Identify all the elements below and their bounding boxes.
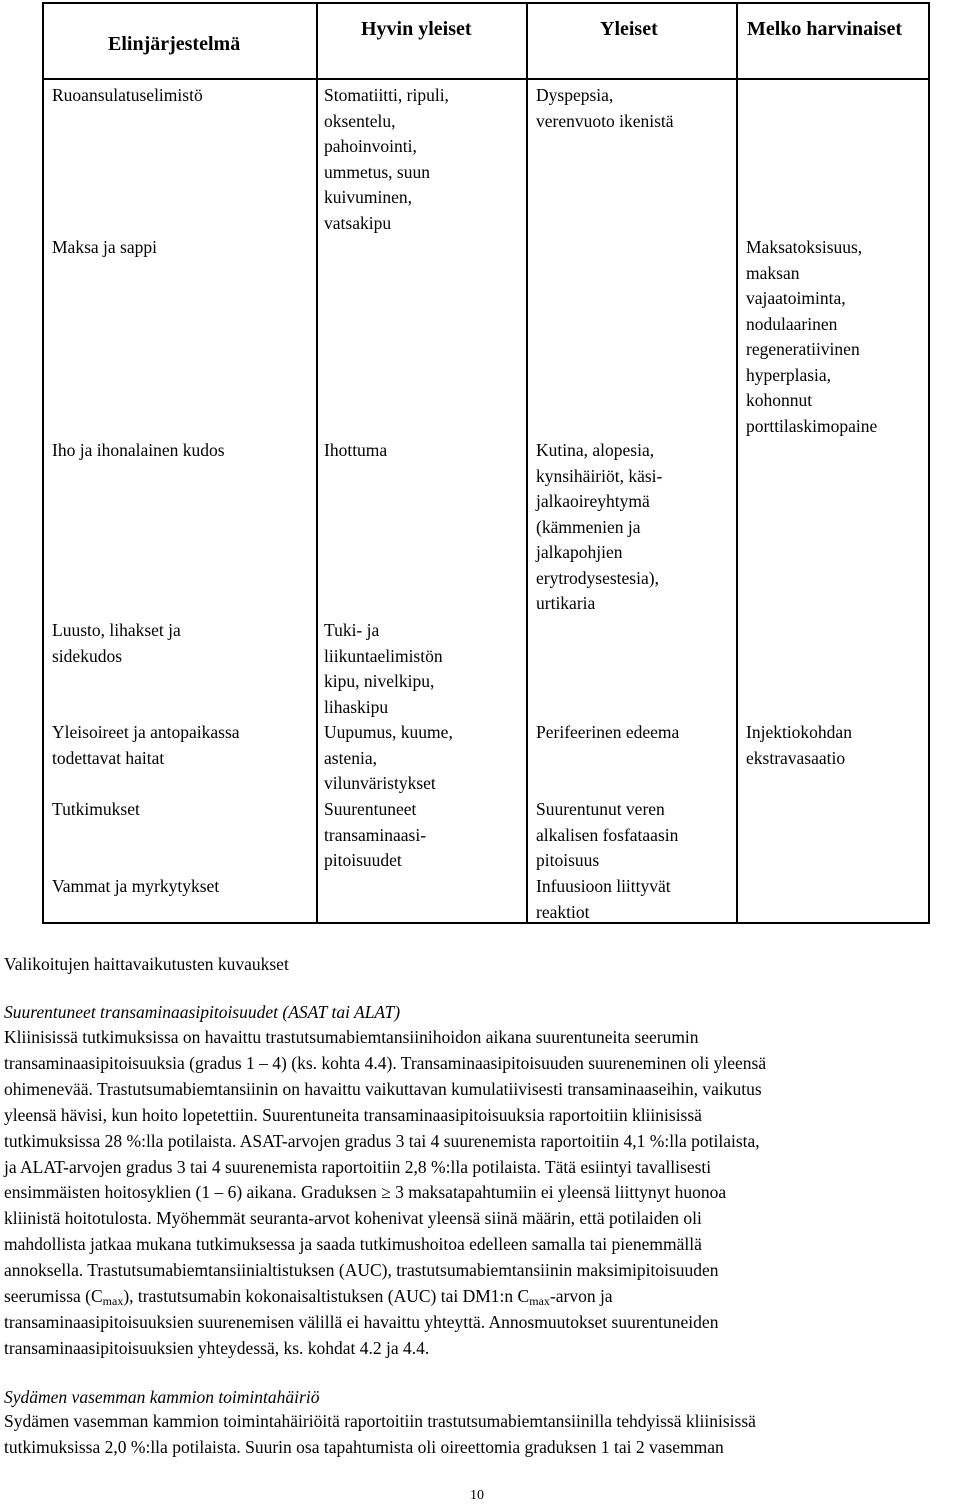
paragraph bbox=[4, 1409, 960, 1461]
table-cell-very-common: Tuki- ja liikuntaelimistön kipu, nivelkipu, lihaskipu bbox=[324, 620, 443, 717]
page-number: 10 bbox=[470, 1488, 484, 1503]
paragraph-line: mahdollista jatkaa mukana tutkimuksessa ja saada tutkimushoitoa edelleen samalla tai pienemmällä bbox=[4, 1234, 702, 1255]
subsection-title: Suurentuneet transaminaasipitoisuudet (ASAT tai ALAT) bbox=[4, 1002, 401, 1022]
table-cell-organ: Tutkimukset bbox=[52, 799, 140, 819]
paragraph-line: tutkimuksissa 2,0 %:lla potilaista. Suurin osa tapahtumista oli oireettomia graduksen 1 tai 2 vasemman bbox=[4, 1436, 724, 1457]
table-cell-common: Suurentunut veren alkalisen fosfataasin pitoisuus bbox=[536, 799, 679, 870]
text-run: ), trastutsumabin kokonaisaltistuksen (AUC) tai DM1:n C bbox=[123, 1286, 530, 1307]
table-border-right bbox=[928, 2, 930, 924]
table-cell-common: Kutina, alopesia, kynsihäiriöt, käsi- jalkaoireyhtymä (kämmenien ja jalkapohjien erytrodysestesia), urtikaria bbox=[536, 440, 663, 613]
paragraph-line bbox=[4, 1284, 960, 1310]
paragraph bbox=[4, 1025, 960, 1362]
table-cell-very-common: Uupumus, kuume, astenia, vilunväristykset bbox=[324, 722, 453, 793]
table-border-top bbox=[42, 2, 930, 4]
paragraph-line: kliinistä hoitotulosta. Myöhemmät seuranta-arvot kohenivat yleensä siinä määrin, että potilaiden oli bbox=[4, 1208, 702, 1229]
subscript: max bbox=[102, 1294, 124, 1309]
table-header-cell: Yleiset bbox=[600, 18, 658, 40]
table-cell-uncommon: Maksatoksisuus, maksan vajaatoiminta, nodulaarinen regeneratiivinen hyperplasia, kohonnut porttilaskimopaine bbox=[746, 237, 878, 436]
subscript: max bbox=[529, 1294, 550, 1309]
text-run: seerumissa (C bbox=[4, 1286, 103, 1307]
paragraph-line: Sydämen vasemman kammion toimintahäiriöitä raportoitiin trastutsumabiemtansiinilla tehdyissä kliinisissä bbox=[4, 1411, 756, 1431]
subsection-title: Sydämen vasemman kammion toimintahäiriö bbox=[4, 1387, 320, 1407]
table-cell-organ: Maksa ja sappi bbox=[52, 237, 157, 257]
table-column-divider bbox=[526, 2, 528, 924]
table-cell-very-common: Suurentuneet transaminaasi- pitoisuudet bbox=[324, 799, 427, 870]
table-cell-uncommon: Injektiokohdan ekstravasaatio bbox=[746, 722, 852, 768]
table-column-divider bbox=[736, 2, 738, 924]
paragraph-line: Kliinisissä tutkimuksissa on havaittu trastutsumabiemtansiinihoidon aikana suurentuneita seerumin bbox=[4, 1027, 699, 1047]
table-header-cell: Elinjärjestelmä bbox=[108, 33, 241, 55]
table-cell-common: Infuusioon liittyvät reaktiot bbox=[536, 876, 671, 922]
paragraph-line: transaminaasipitoisuuksia (gradus 1 – 4) (ks. kohta 4.4). Transaminaasipitoisuuden suureneminen oli yleensä bbox=[4, 1052, 767, 1073]
paragraph-line: ensimmäisten hoitosyklien (1 – 6) aikana. Graduksen ≥ 3 maksatapahtumiin ei yleensä liittynyt huonoa bbox=[4, 1182, 727, 1203]
paragraph-line: yleensä hävisi, kun hoito lopetettiin. Suurentuneita transaminaasipitoisuuksia raportoitiin kliinisissä bbox=[4, 1104, 702, 1125]
section-heading: Valikoitujen haittavaikutusten kuvaukset bbox=[4, 954, 289, 974]
table-border-bottom bbox=[42, 922, 930, 924]
table-cell-organ: Vammat ja myrkytykset bbox=[52, 876, 220, 896]
table-cell-very-common: Ihottuma bbox=[324, 440, 388, 460]
table-cell-organ: Luusto, lihakset ja sidekudos bbox=[52, 620, 181, 666]
paragraph-line: annoksella. Trastutsumabiemtansiinialtistuksen (AUC), trastutsumabiemtansiinin maksimipitoisuuden bbox=[4, 1260, 719, 1281]
table-cell-organ: Yleisoireet ja antopaikassa todettavat haitat bbox=[52, 722, 240, 768]
text-run: -arvon ja bbox=[549, 1286, 613, 1307]
paragraph-line: transaminaasipitoisuuksien suurenemisen välillä ei havaittu yhteyttä. Annosmuutokset suurentuneiden bbox=[4, 1311, 719, 1332]
paragraph-line: transaminaasipitoisuuksien yhteydessä, ks. kohdat 4.2 ja 4.4. bbox=[4, 1337, 430, 1358]
table-border-left bbox=[42, 2, 44, 924]
paragraph-line: ja ALAT-arvojen gradus 3 tai 4 suurenemista raportoitiin 2,8 %:lla potilaista. Tätä esiintyi tavallisesti bbox=[4, 1156, 712, 1177]
table-header-cell: Melko harvinaiset bbox=[747, 18, 902, 40]
table-header-cell: Hyvin yleiset bbox=[361, 18, 472, 40]
paragraph-line: ohimenevää. Trastutsumabiemtansiinin on havaittu vaikuttavan kumulatiivisesti transaminaaseihin, vaikutus bbox=[4, 1078, 762, 1099]
paragraph-line: tutkimuksissa 28 %:lla potilaista. ASAT-arvojen gradus 3 tai 4 suurenemista raportoitiin 4,1 %:lla potilaista, bbox=[4, 1130, 760, 1151]
table-cell-common: Perifeerinen edeema bbox=[536, 722, 680, 742]
table-cell-organ: Ruoansulatuselimistö bbox=[52, 85, 203, 105]
table-cell-organ: Iho ja ihonalainen kudos bbox=[52, 440, 225, 460]
table-header-divider bbox=[42, 78, 930, 80]
table-cell-very-common: Stomatiitti, ripuli, oksentelu, pahoinvointi, ummetus, suun kuivuminen, vatsakipu bbox=[324, 85, 449, 233]
table-column-divider bbox=[316, 2, 318, 924]
table-cell-common: Dyspepsia, verenvuoto ikenistä bbox=[536, 85, 674, 131]
